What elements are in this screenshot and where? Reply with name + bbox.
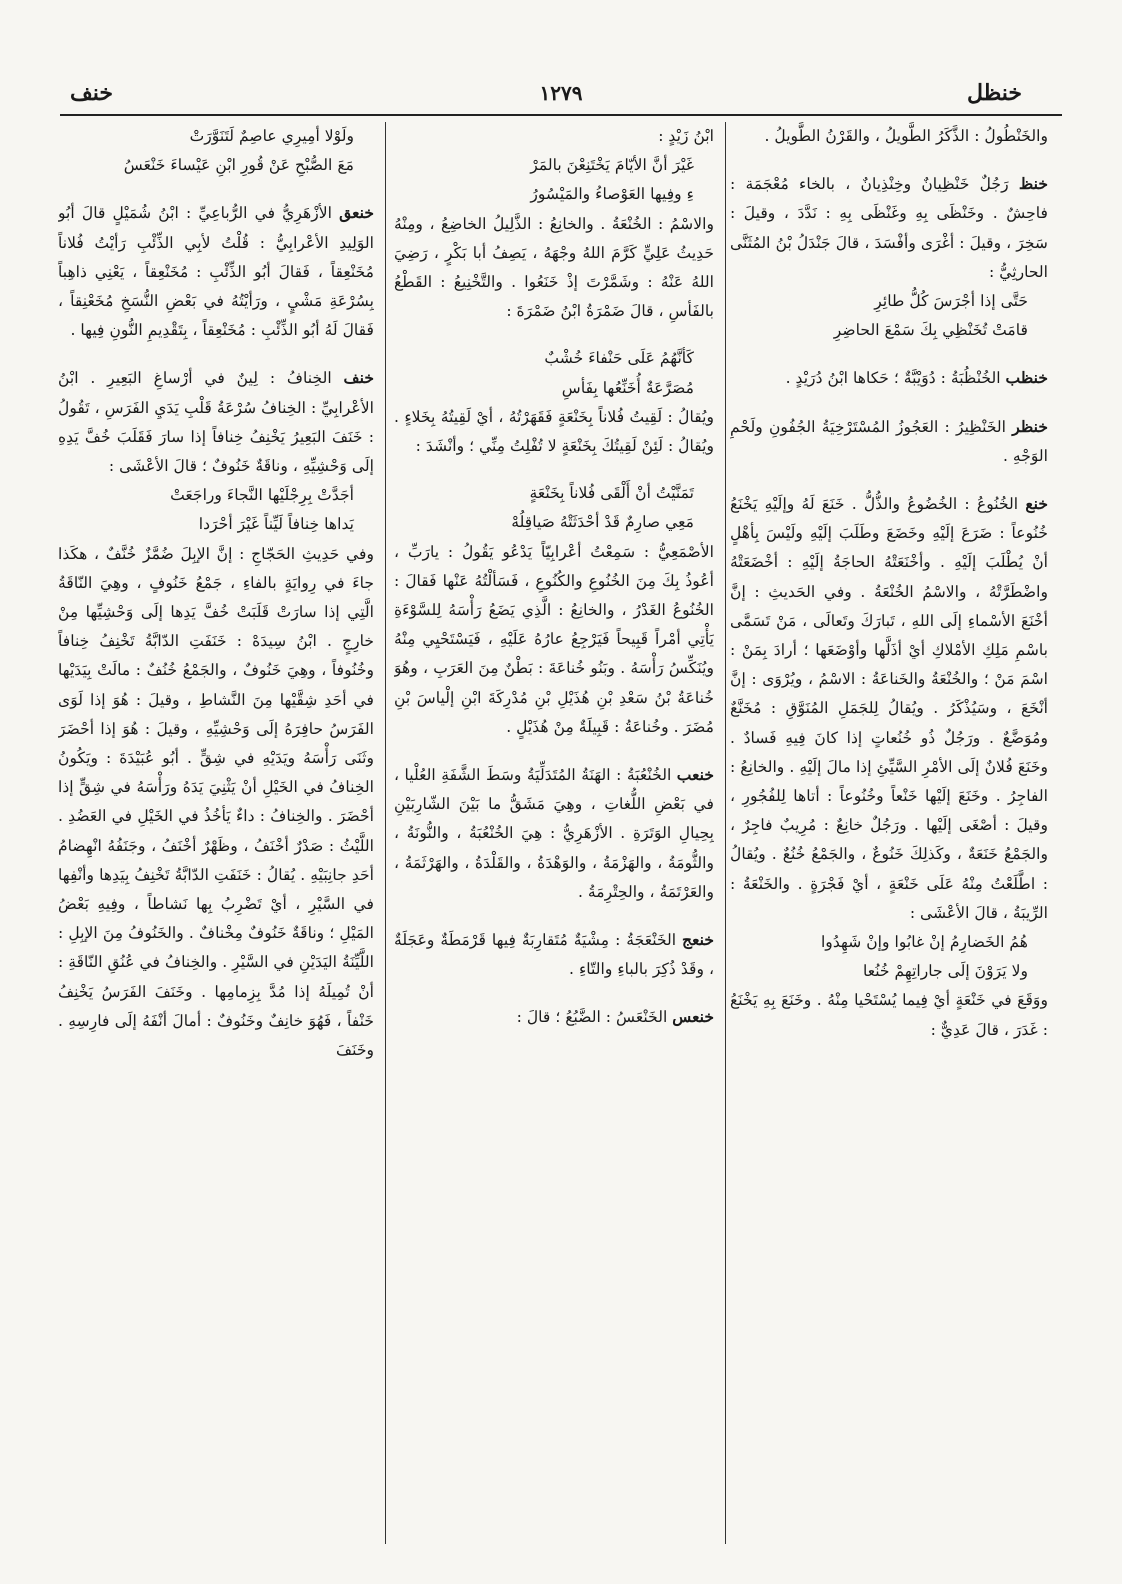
entry-text: الخَنْظِيرُ : العَجُوزُ المُسْتَرْخِيَةُ الجُفُونِ ولَحْمِ الوَجْهِ . bbox=[730, 417, 1048, 465]
entry-headword: خنظر bbox=[1012, 416, 1048, 436]
dictionary-entry bbox=[394, 479, 714, 742]
verse-line: تَمَنَّيْتُ أنْ أَلْقَى فُلاناً بِخَنْعَةٍ bbox=[529, 484, 694, 503]
dictionary-entry bbox=[58, 122, 374, 180]
entry-text-continued: الأصْمَعِيُّ : سَمِعْتُ أعْرابِيّاً يَدْعُو يَقُولُ : يارَبِّ ، أعُوذُ بِكَ مِنَ الخُنُوعِ والكُنُوعِ ، فَسَألْتُهُ عَنْها فَقالَ : الخُنُوعُ الغَدْرُ ، والخانِعُ : الَّذِي يَضَعُ رَأْسَهُ لِلسَّوْءَةِ يَأْتِي أمْراً قَبِيحاً فَيَرْجِعُ عارُهُ عَلَيْهِ ، فَيَسْتَحْيِي مِنْهُ ويُنَكِّسُ رَأْسَهُ . وبَنُو خُناعَةَ : بَطْنٌ مِنَ العَرَبِ ، وهُوَ خُناعَةُ بْنُ سَعْدِ بْنِ هُذَيْلِ بْنِ مُدْرِكَةَ ابْنِ إلْياسَ بْنِ مُضَرَ . وخُناعَةُ : قَبِيلَةٌ مِنْ هُذَيْلٍ . bbox=[394, 542, 714, 736]
entry-headword: خنظب bbox=[1005, 368, 1048, 388]
entry-text: الخُنُوعُ : الخُضُوعُ والذُّلُّ . خَنَعَ لَهُ وإلَيْهِ يَخْنَعُ خُنُوعاً : ضَرَعَ إلَيْهِ وخَضَعَ وطَلَبَ إلَيْهِ ولَيْسَ بِأهْلٍ أنْ يُطْلَبَ إلَيْهِ . وأخْنَعَتْهُ الحاجَةُ إلَيْهِ : أخْضَعَتْهُ واضْطَرَّتْهُ ، والاسْمُ الخُنْعَةُ . وفي الحَديثِ : إنَّ أخْنَعَ الأسْماءِ إلَى اللهِ ، تَبارَكَ وتَعالَى ، مَنْ تَسَمَّى باسْمِ مَلِكِ الأمْلاكِ أيْ أذَلَّها وأوْضَعَها ؛ أرادَ بِمَنْ : اسْمَ مَنْ ؛ والخُنْعَةُ والخَناعَةُ : الاسْمُ ، ويُرْوَى : إنَّ أنْخَعَ ، وسَيُذْكَرُ . ويُقالُ لِلجَمَلِ المُنَوَّقِ : مُخَنَّعٌ ومُوَضَّعٌ . ورَجُلٌ ذُو خُنُعاتٍ إذا كانَ فِيهِ فَسادٌ . وخَنَعَ فُلانٌ إلَى الأمْرِ السَّيِّئِ إذا مالَ إلَيْهِ . والخانِعُ : الفاجِرُ . وخَنَعَ إلَيْها خَنْعاً وخُنُوعاً : أتاها لِلفُجُورِ ، وقيلَ : أصْغَى إلَيْها . ورَجُلٌ خانِعٌ : مُرِيبٌ فاجِرٌ ، والجَمْعُ خَنَعَةٌ ، وكَذلِكَ خَنُوعٌ ، والجَمْعُ خُنُعٌ . ويُقالُ : اطَّلَعْتُ مِنْهُ عَلَى خَنْعَةٍ ، أيْ فَجْرَةٍ . والخَنْعَةُ : الرِّيبَةُ ، قالَ الأعْشَى : bbox=[730, 495, 1048, 922]
column-right bbox=[730, 122, 1048, 1554]
entry-text: الخَنْعَجَةُ : مِشْيَةٌ مُتَقارِبَةٌ فِيها قَرْمَطَةٌ وعَجَلَةٌ ، وقَدْ ذُكِرَ بالباءِ والتّاءِ . bbox=[394, 931, 714, 979]
entry-text: الخِنافُ : لِينٌ في أرْساغِ البَعِيرِ . ابْنُ الأعْرابِيِّ : الخِنافُ سُرْعَةُ قَلْبِ يَدَيِ الفَرَسِ ، تَقُولُ : خَنَفَ البَعِيرُ يَخْنِفُ خِنافاً إذا سارَ فَقَلَبَ خُفَّ يَدِهِ إلَى وَحْشِيِّهِ ، وناقَةٌ خَنُوفٌ ؛ قالَ الأعْشَى : bbox=[58, 369, 374, 476]
verse-line: ءِ وفِيها العَوْصاءُ والمَيْسُورُ bbox=[530, 185, 694, 204]
verse-line: أجَدَّتْ بِرِجْلَيْها النَّجاءَ وراجَعَتْ bbox=[170, 486, 354, 505]
dictionary-entry bbox=[730, 169, 1048, 345]
entry-headword: خنعق bbox=[339, 203, 374, 223]
entry-paragraph bbox=[730, 489, 1048, 928]
entry-headword: خنعج bbox=[682, 930, 714, 950]
running-headword-right: خنظل bbox=[967, 80, 1022, 106]
dictionary-entry bbox=[394, 344, 714, 461]
entry-text: رَجُلٌ خَنْظِيانٌ وخِنْذِيانٌ ، بالخاء مُعْجَمَة : فاحِشٌ . وخَنْظَى بِهِ وغَنْظَى بِهِ : نَدَّدَ ، وقيلَ : سَخِرَ ، وقيلَ : أغْرَى وأفْسَدَ ، قالَ جَنْدَلُ بْنُ المُثَنَّى الحارثِيُّ : bbox=[730, 175, 1048, 281]
entry-paragraph bbox=[394, 925, 714, 984]
dictionary-entry bbox=[730, 363, 1048, 393]
entry-headword: خنع bbox=[1025, 494, 1048, 514]
entry-paragraph bbox=[58, 363, 374, 481]
entry-paragraph bbox=[394, 1002, 714, 1032]
text-columns bbox=[60, 122, 1062, 1554]
entry-headword: خنظ bbox=[1018, 174, 1048, 194]
verse-line: مَعَ الصُّبْحِ عَنْ قُورِ ابْنِ عَيْساءَ خَنْعَسُ bbox=[123, 156, 354, 175]
dictionary-entry bbox=[730, 412, 1048, 471]
running-headword-left: خنف bbox=[70, 80, 114, 106]
entry-paragraph bbox=[58, 198, 374, 345]
entry-paragraph bbox=[730, 122, 1048, 151]
entry-text-continued: ووَقَعَ في خَنْعَةٍ أيْ فِيما يُسْتَحْيا مِنْهُ . وخَنَعَ بِهِ يَخْنَعُ : غَدَرَ ، قالَ عَدِيٌّ : bbox=[730, 991, 1048, 1039]
verse-line: كَأنَّهُمُ عَلَى حَنْفاءَ خُشْبٌ bbox=[544, 349, 694, 368]
verse-line: حَتَّى إذا أجْرَسَ كُلُّ طائِرِ bbox=[874, 292, 1028, 311]
verse-line: قامَتْ تُخَنْظِي بِكَ سَمْعَ الحاضِرِ bbox=[833, 321, 1028, 340]
verse-line: ولَوْلا أمِيرِي عاصِمٌ لَتَنَوَّرَتْ bbox=[189, 127, 354, 145]
dictionary-entry bbox=[394, 925, 714, 984]
entry-text-continued: وفي حَدِيثِ الحَجّاجِ : إنَّ الإبِلَ ضُمَّزٌ خُنَّفٌ ، هكَذا جاءَ في رِوايَةٍ بالفاءِ ، جَمْعُ خَنُوفٍ ، وهِيَ النّاقَةُ الَّتِي إذا سارَتْ قَلَبَتْ خُفَّ يَدِها إلَى وَحْشِيِّها مِنْ خارِجٍ . ابْنُ سِيدَهْ : خَنَفَتِ الدّابَّةُ تَخْنِفُ خِنافاً وخُنُوفاً ، وهِيَ خَنُوفٌ ، والجَمْعُ خُنُفٌ : مالَتْ بِيَدَيْها في أحَدِ شِقَّيْها مِنَ النَّشاطِ ، وقيلَ : هُوَ إذا لَوَى الفَرَسُ حافِرَهُ إلَى وَحْشِيِّهِ ، وقيلَ : هُوَ إذا أحْضَرَ وثَنَى رَأْسَهُ ويَدَيْهِ في شِقٍّ . أبُو عُبَيْدَةَ : ويَكُونُ الخِنافُ في الخَيْلِ أنْ يَثْنِيَ يَدَهُ ورَأْسَهُ في شِقٍّ إذا أحْضَرَ . والخِنافُ : داءٌ يَأخُذُ في الخَيْلِ في العَضُدِ . اللَّيْثُ : صَدْرٌ أخْنَفُ ، وظَهْرٌ أخْنَفُ ، وجَنَفُهُ انْهِضامُ أحَدِ جانِبَيْهِ . يُقالُ : خَنَفَتِ الدّابَّةُ تَخْنِفُ بِيَدِها وأنْفِها في السَّيْرِ ، أيْ تَضْرِبُ بِها نَشاطاً ، وفِيهِ بَعْضُ المَيْلِ ؛ وناقَةٌ خَنُوفٌ مِخْنافٌ . والخَنُوفُ مِنَ الإبِلِ : اللَّيِّنَةُ اليَدَيْنِ في السَّيْرِ . والخِنافُ في عُنُقِ النّاقَةِ : أنْ تُمِيلَهُ إذا مُدَّ بِزِمامِها . وخَنَفَ الفَرَسُ يَخْنِفُ خَنْفاً ، فَهُوَ خانِفٌ وخَنُوفٌ : أمالَ أنْفَهُ إلَى فارِسِهِ . وخَنَفَ bbox=[58, 544, 374, 1060]
entry-paragraph bbox=[730, 412, 1048, 471]
dictionary-entry bbox=[394, 122, 714, 326]
entry-headword: خنعب bbox=[676, 765, 714, 785]
entry-text-continued: والاسْمُ : الخُنْعَةُ . والخانِعُ : الذَّلِيلُ الخاضِعُ ، ومِنْهُ حَدِيثُ عَلِيٍّ كَرَّمَ اللهُ وجْهَهُ ، يَصِفُ أبا بَكْرٍ ، رَضِيَ اللهُ عَنْهُ : وشَمَّرْتَ إذْ خَنَعُوا . والتَّخْنِيعُ : القَطْعُ بالفَأسِ ، قالَ ضَمْرَةُ ابْنُ ضَمْرَةَ : bbox=[394, 214, 714, 321]
verse-line: غَيْرَ أنَّ الأيّامَ يَخْتَنِعْنَ بالمَرْ bbox=[530, 156, 694, 175]
entry-text: الخُنْعُبَةُ : الهَنَةُ المُتَدَلِّيَةُ وسَطَ الشَّفَةِ العُلْيا ، في بَعْضِ اللُّغاتِ ، وهِيَ مَشَقُّ ما بَيْنَ الشّارِبَيْنِ بِحِيالِ الوَتَرَةِ . الأزْهَرِيُّ : هِيَ الخُنْعُبَةُ ، والنُّونَةُ ، والثُّومَةُ ، والهَزْمَةُ ، والوَهْدَةُ ، والقَلْدَةُ ، والهَرْثَمَةُ ، والعَرْتَمَةُ ، والحِتْرِمَةُ . bbox=[394, 766, 714, 901]
entry-paragraph bbox=[730, 363, 1048, 393]
entry-text: الخُنْظُبَةُ : دُوَيْبَّةٌ ؛ حَكاها ابْنُ دُرَيْدٍ . bbox=[785, 369, 1001, 388]
column-left bbox=[58, 122, 374, 1554]
dictionary-entry bbox=[58, 198, 374, 345]
entry-paragraph bbox=[730, 169, 1048, 287]
dictionary-entry bbox=[58, 363, 374, 1065]
entry-text-continued: ويُقالُ : لَقِيتُ فُلاناً بِخَنْعَةٍ فَقَهَرْتُهُ ، أيْ لَقِيتُهُ بِخَلاءٍ . ويُقالُ : لَئِنْ لَقِيتُكَ بِخَنْعَةٍ لا تُفْلِتُ مِنِّي ؛ وأنْشَدَ : bbox=[394, 407, 714, 456]
entry-text: الخَنْعَسُ : الضَّبُعُ ؛ قالَ : bbox=[516, 1008, 668, 1027]
entry-text: ابْنُ زَيْدٍ : bbox=[658, 127, 714, 145]
entry-text: والخَنْطُولُ : الذَّكَرُ الطَّويلُ ، والقَرْنُ الطَّويلُ . bbox=[764, 127, 1048, 145]
column-rule bbox=[385, 122, 386, 1544]
page-header bbox=[60, 70, 1062, 116]
dictionary-entry bbox=[394, 760, 714, 907]
verse-line: مُصَرَّعَةٌ أُخَنِّعُها بِفَأسِ bbox=[561, 378, 694, 397]
dictionary-entry bbox=[394, 1002, 714, 1032]
column-rule bbox=[725, 122, 726, 1544]
entry-paragraph bbox=[394, 122, 714, 151]
page-number: ١٢٧٩ bbox=[539, 81, 583, 105]
entry-headword: خنعس bbox=[672, 1007, 714, 1027]
column-middle bbox=[394, 122, 714, 1554]
entry-paragraph bbox=[394, 760, 714, 907]
dictionary-entry bbox=[730, 489, 1048, 1045]
entry-headword: خنف bbox=[343, 368, 374, 388]
verse-line: يَداها خِنافاً لَيِّناً غَيْرَ أحْرَدا bbox=[198, 515, 354, 534]
dictionary-entry bbox=[730, 122, 1048, 151]
entry-text: الأزْهَرِيُّ في الرُّباعِيِّ : ابْنُ شُمَيْلٍ قالَ أبُو الوَلِيدِ الأعْرابِيُّ : قُلْتُ لأبِي الذِّئْبِ رَأيْتُ فُلاناً مُخَنْعِقاً ، فَقالَ أبُو الذِّئْبِ : مُخَنْعِقاً ، يَعْنِي ذاهِباً بِسُرْعَةِ مَشْيٍ ، ورَأيْتُهُ في بَعْضِ النُّسَخِ مُخَعْنِقاً ، فَقالَ لَهُ أبُو الذِّئْبِ : مُخَنْعِقاً ، بِتَقْدِيمِ النُّونِ فِيها . bbox=[58, 204, 374, 340]
verse-line: ولا يَرَوْنَ إلَى جاراتِهِمْ خُنُعا bbox=[862, 962, 1028, 981]
verse-line: مَعِي صارِمٌ قَدْ أحْدَثَتْهُ صَياقِلُهْ bbox=[511, 513, 694, 532]
verse-line: هُمُ الخَضارِمُ إنْ غابُوا وإنْ شَهِدُوا bbox=[820, 933, 1028, 952]
